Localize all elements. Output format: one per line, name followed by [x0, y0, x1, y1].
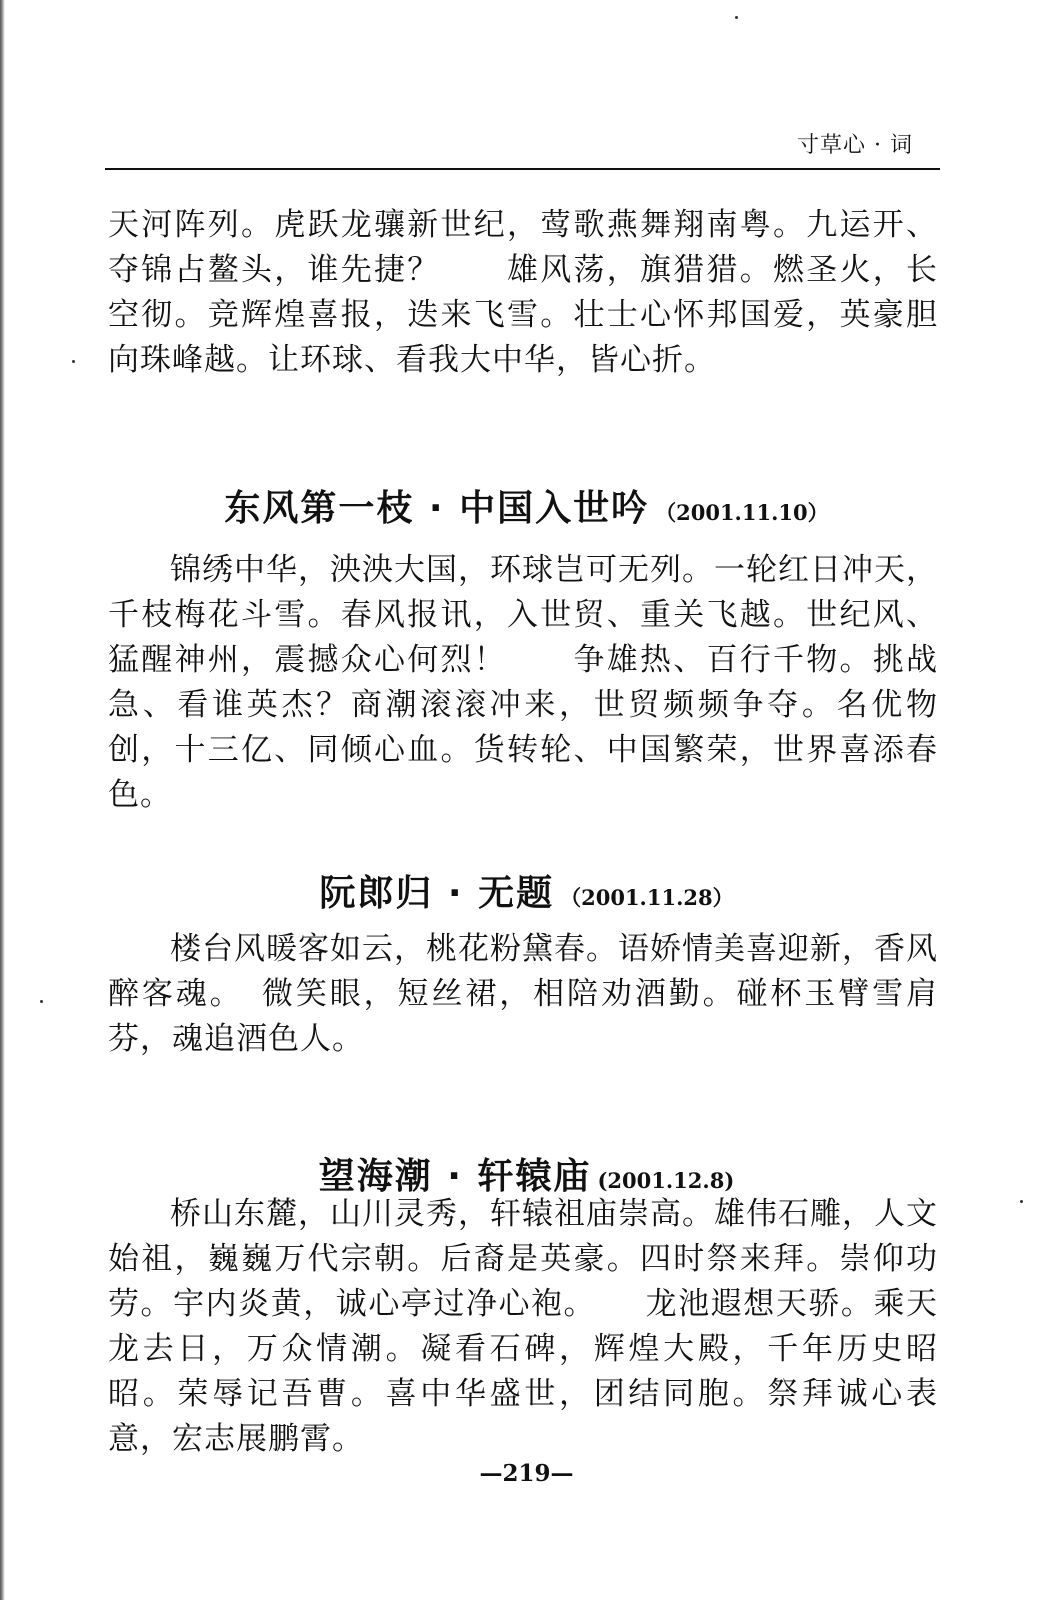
- scan-speck: [1020, 1200, 1023, 1203]
- poem-date: （2001.11.10）: [655, 500, 829, 525]
- poem-date: (2001.12.8): [597, 1168, 735, 1193]
- scan-speck: [40, 1000, 43, 1003]
- intro-poem-body: 天河阵列。虎跃龙骧新世纪，莺歌燕舞翔南粤。九运开、夺锦占鳌头，谁先捷？ 雄风荡，旗猎猎。燃圣火，长空彻。竞辉煌喜报，迭来飞雪。壮士心怀邦国爱，英豪胆向珠峰越。让环球、看我大中华，皆心折。: [108, 207, 938, 378]
- poem-body-block: [108, 927, 938, 1062]
- running-head: 寸草心 · 词: [797, 133, 913, 158]
- header-rule: [105, 168, 940, 170]
- poem-date: （2001.11.28）: [560, 885, 734, 910]
- poem-body-block: [108, 548, 938, 818]
- scan-speck: [735, 16, 738, 19]
- scan-speck: [72, 360, 75, 363]
- poem-title-row: [0, 865, 1053, 916]
- intro-poem: [108, 203, 938, 383]
- poem-body: 桥山东麓，山川灵秀，轩辕祖庙崇高。雄伟石雕，人文始祖，巍巍万代宗朝。后裔是英豪。四时祭来拜。崇仰功劳。宇内炎黄，诚心亭过净心袍。 龙池遐想天骄。乘天龙去日，万众情潮。凝看石碑，辉煌大殿，千年历史昭昭。荣辱记吾曹。喜中华盛世，团结同胞。祭拜诚心表意，宏志展鹏霄。: [108, 1196, 938, 1457]
- scan-page-edge: [0, 0, 5, 1600]
- poem-title: 望海潮 · 轩辕庙: [318, 1156, 592, 1197]
- poem-body: 锦绣中华，泱泱大国，环球岂可无列。一轮红日冲天，千枝梅花斗雪。春风报讯，入世贸、重关飞越。世纪风、猛醒神州，震撼众心何烈！ 争雄热、百行千物。挑战急、看谁英杰？商潮滚滚冲来，世贸频频争夺。名优物创，十三亿、同倾心血。货转轮、中国繁荣，世界喜添春色。: [108, 552, 938, 813]
- poem-body-block: [108, 1192, 938, 1462]
- poem-body: 楼台风暖客如云，桃花粉黛春。语娇情美喜迎新，香风醉客魂。 微笑眼，短丝裙，相陪劝酒勤。碰杯玉臂雪肩芬，魂追酒色人。: [108, 931, 938, 1057]
- poem-title: 东风第一枝 · 中国入世吟: [224, 488, 650, 529]
- poem-title-row: [0, 480, 1053, 531]
- poem-title: 阮郎归 · 无题: [319, 873, 555, 914]
- page-number: —219—: [479, 1460, 574, 1487]
